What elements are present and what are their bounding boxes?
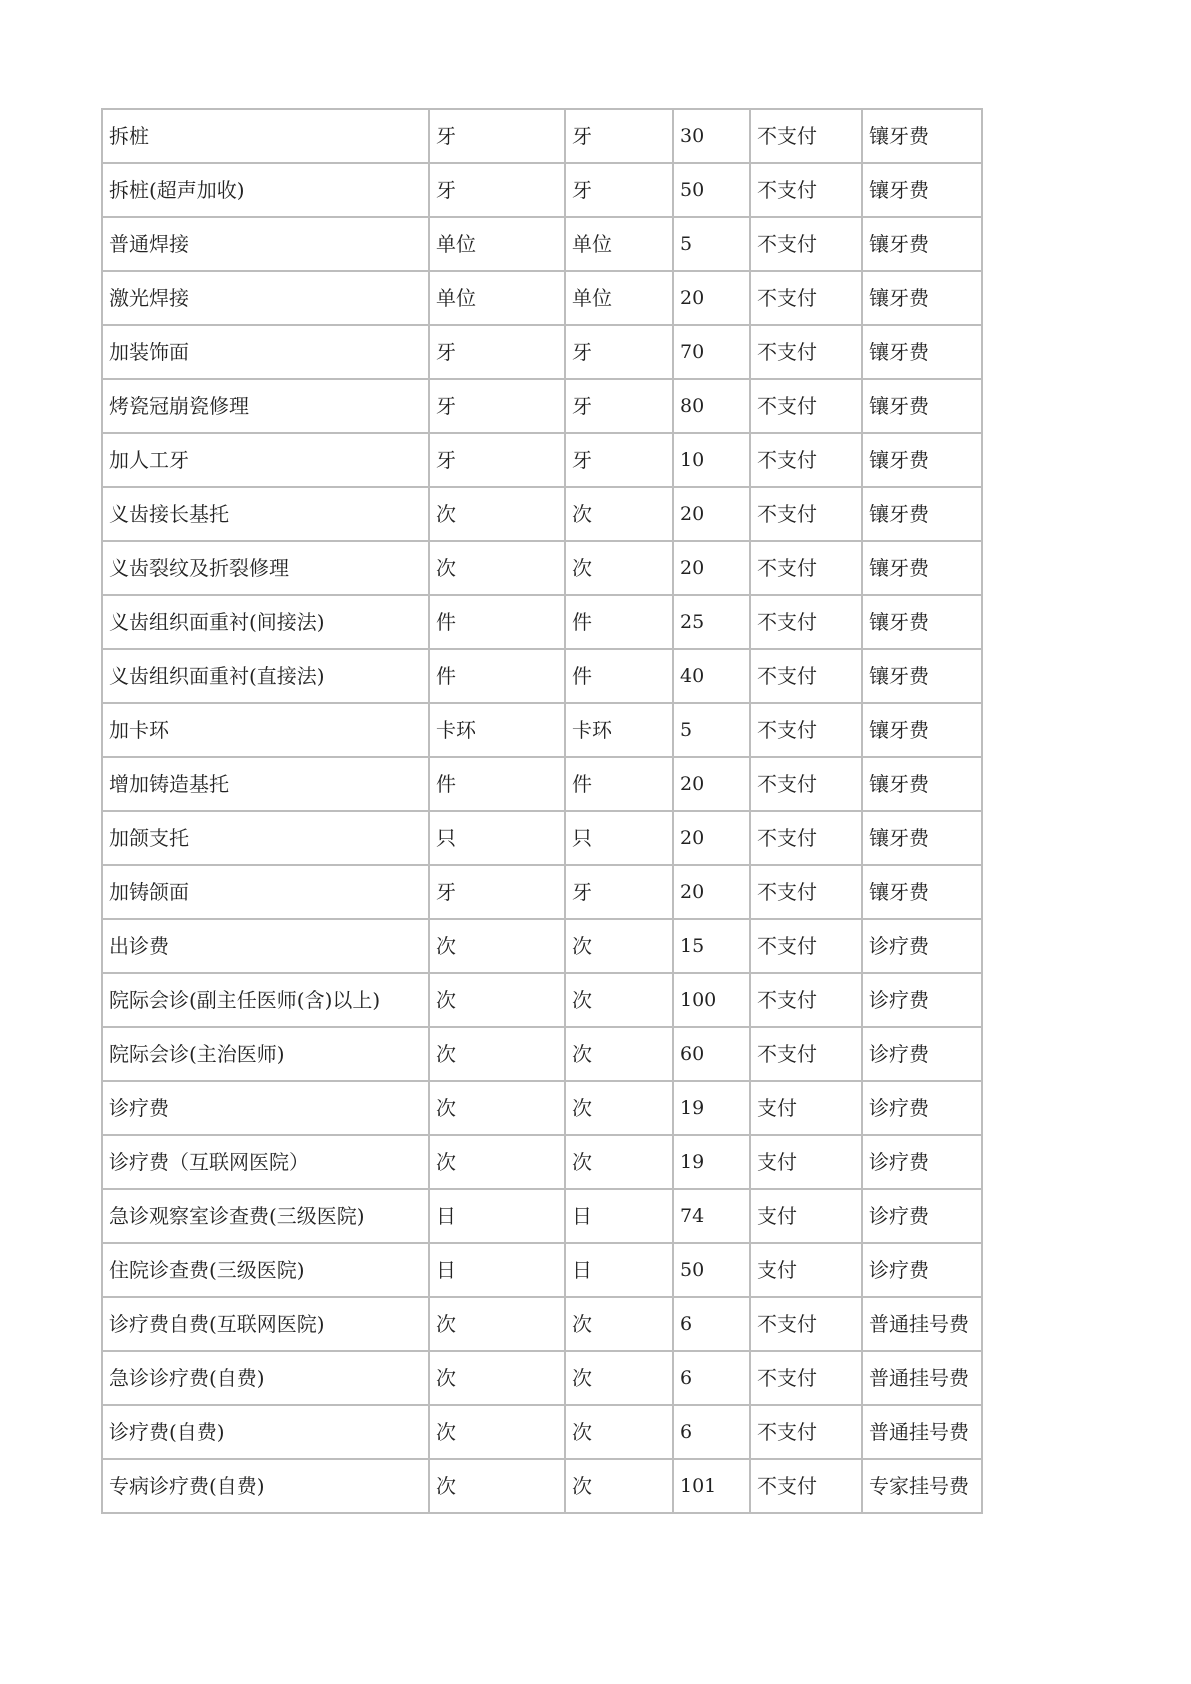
unit-cell: 牙 — [429, 433, 565, 487]
pricing-unit-cell: 次 — [565, 1297, 673, 1351]
payment-status-cell: 不支付 — [750, 865, 862, 919]
fee-category-cell: 镶牙费 — [862, 163, 982, 217]
price-cell: 5 — [673, 217, 750, 271]
fee-category-cell: 镶牙费 — [862, 649, 982, 703]
pricing-unit-cell: 次 — [565, 1459, 673, 1513]
payment-status-cell: 不支付 — [750, 973, 862, 1027]
unit-cell: 次 — [429, 1027, 565, 1081]
unit-cell: 牙 — [429, 379, 565, 433]
price-cell: 6 — [673, 1351, 750, 1405]
item-name-cell: 出诊费 — [102, 919, 429, 973]
fee-category-cell: 镶牙费 — [862, 541, 982, 595]
unit-cell: 次 — [429, 973, 565, 1027]
pricing-unit-cell: 次 — [565, 1135, 673, 1189]
table-row — [102, 541, 982, 595]
pricing-unit-cell: 次 — [565, 919, 673, 973]
pricing-unit-cell: 牙 — [565, 109, 673, 163]
pricing-unit-cell: 牙 — [565, 379, 673, 433]
fee-category-cell: 普通挂号费 — [862, 1297, 982, 1351]
unit-cell: 次 — [429, 1135, 565, 1189]
unit-cell: 次 — [429, 919, 565, 973]
pricing-unit-cell: 牙 — [565, 433, 673, 487]
fee-category-cell: 镶牙费 — [862, 109, 982, 163]
fee-category-cell: 镶牙费 — [862, 757, 982, 811]
price-cell: 50 — [673, 1243, 750, 1297]
payment-status-cell: 支付 — [750, 1189, 862, 1243]
pricing-unit-cell: 次 — [565, 1027, 673, 1081]
price-cell: 20 — [673, 757, 750, 811]
table-row — [102, 973, 982, 1027]
unit-cell: 次 — [429, 1297, 565, 1351]
table-row — [102, 325, 982, 379]
price-cell: 101 — [673, 1459, 750, 1513]
table-row — [102, 1027, 982, 1081]
pricing-unit-cell: 牙 — [565, 865, 673, 919]
table-row — [102, 919, 982, 973]
pricing-unit-cell: 单位 — [565, 217, 673, 271]
payment-status-cell: 不支付 — [750, 379, 862, 433]
pricing-unit-cell: 次 — [565, 541, 673, 595]
fee-category-cell: 镶牙费 — [862, 271, 982, 325]
fee-table — [101, 108, 983, 1514]
fee-category-cell: 诊疗费 — [862, 973, 982, 1027]
unit-cell: 日 — [429, 1189, 565, 1243]
table-row — [102, 271, 982, 325]
item-name-cell: 加铸颌面 — [102, 865, 429, 919]
pricing-unit-cell: 件 — [565, 649, 673, 703]
fee-category-cell: 普通挂号费 — [862, 1405, 982, 1459]
price-cell: 20 — [673, 487, 750, 541]
unit-cell: 只 — [429, 811, 565, 865]
fee-category-cell: 镶牙费 — [862, 811, 982, 865]
fee-category-cell: 专家挂号费 — [862, 1459, 982, 1513]
price-cell: 6 — [673, 1297, 750, 1351]
item-name-cell: 义齿组织面重衬(直接法) — [102, 649, 429, 703]
item-name-cell: 专病诊疗费(自费) — [102, 1459, 429, 1513]
table-row — [102, 595, 982, 649]
table-row — [102, 865, 982, 919]
fee-category-cell: 镶牙费 — [862, 487, 982, 541]
table-row — [102, 1405, 982, 1459]
unit-cell: 件 — [429, 757, 565, 811]
table-row — [102, 1351, 982, 1405]
price-cell: 20 — [673, 541, 750, 595]
table-row — [102, 703, 982, 757]
price-cell: 19 — [673, 1135, 750, 1189]
item-name-cell: 诊疗费 — [102, 1081, 429, 1135]
payment-status-cell: 支付 — [750, 1081, 862, 1135]
unit-cell: 次 — [429, 1459, 565, 1513]
price-cell: 5 — [673, 703, 750, 757]
item-name-cell: 拆桩 — [102, 109, 429, 163]
payment-status-cell: 不支付 — [750, 1351, 862, 1405]
unit-cell: 卡环 — [429, 703, 565, 757]
table-row — [102, 757, 982, 811]
pricing-unit-cell: 件 — [565, 595, 673, 649]
price-cell: 20 — [673, 271, 750, 325]
pricing-unit-cell: 牙 — [565, 325, 673, 379]
fee-category-cell: 镶牙费 — [862, 595, 982, 649]
item-name-cell: 加人工牙 — [102, 433, 429, 487]
price-cell: 10 — [673, 433, 750, 487]
item-name-cell: 烤瓷冠崩瓷修理 — [102, 379, 429, 433]
price-cell: 15 — [673, 919, 750, 973]
table-row — [102, 1135, 982, 1189]
table-row — [102, 1243, 982, 1297]
fee-category-cell: 诊疗费 — [862, 919, 982, 973]
pricing-unit-cell: 次 — [565, 973, 673, 1027]
pricing-unit-cell: 牙 — [565, 163, 673, 217]
fee-category-cell: 诊疗费 — [862, 1243, 982, 1297]
item-name-cell: 院际会诊(主治医师) — [102, 1027, 429, 1081]
payment-status-cell: 不支付 — [750, 433, 862, 487]
fee-category-cell: 镶牙费 — [862, 325, 982, 379]
item-name-cell: 义齿裂纹及折裂修理 — [102, 541, 429, 595]
fee-category-cell: 镶牙费 — [862, 865, 982, 919]
payment-status-cell: 不支付 — [750, 487, 862, 541]
item-name-cell: 加卡环 — [102, 703, 429, 757]
item-name-cell: 急诊诊疗费(自费) — [102, 1351, 429, 1405]
payment-status-cell: 不支付 — [750, 919, 862, 973]
pricing-unit-cell: 日 — [565, 1243, 673, 1297]
table-row — [102, 811, 982, 865]
payment-status-cell: 不支付 — [750, 541, 862, 595]
payment-status-cell: 不支付 — [750, 1405, 862, 1459]
item-name-cell: 加颌支托 — [102, 811, 429, 865]
pricing-unit-cell: 次 — [565, 487, 673, 541]
unit-cell: 件 — [429, 649, 565, 703]
price-cell: 74 — [673, 1189, 750, 1243]
fee-category-cell: 镶牙费 — [862, 433, 982, 487]
unit-cell: 次 — [429, 1405, 565, 1459]
unit-cell: 次 — [429, 541, 565, 595]
unit-cell: 次 — [429, 487, 565, 541]
price-cell: 20 — [673, 865, 750, 919]
payment-status-cell: 不支付 — [750, 163, 862, 217]
price-cell: 20 — [673, 811, 750, 865]
fee-category-cell: 诊疗费 — [862, 1081, 982, 1135]
fee-category-cell: 诊疗费 — [862, 1189, 982, 1243]
price-cell: 25 — [673, 595, 750, 649]
table-row — [102, 487, 982, 541]
pricing-unit-cell: 只 — [565, 811, 673, 865]
payment-status-cell: 不支付 — [750, 649, 862, 703]
unit-cell: 牙 — [429, 325, 565, 379]
payment-status-cell: 不支付 — [750, 757, 862, 811]
pricing-unit-cell: 卡环 — [565, 703, 673, 757]
pricing-unit-cell: 单位 — [565, 271, 673, 325]
pricing-unit-cell: 次 — [565, 1081, 673, 1135]
fee-category-cell: 镶牙费 — [862, 703, 982, 757]
item-name-cell: 激光焊接 — [102, 271, 429, 325]
pricing-unit-cell: 次 — [565, 1351, 673, 1405]
price-cell: 80 — [673, 379, 750, 433]
table-row — [102, 649, 982, 703]
payment-status-cell: 不支付 — [750, 1027, 862, 1081]
item-name-cell: 急诊观察室诊查费(三级医院) — [102, 1189, 429, 1243]
payment-status-cell: 不支付 — [750, 811, 862, 865]
payment-status-cell: 不支付 — [750, 325, 862, 379]
unit-cell: 牙 — [429, 109, 565, 163]
price-cell: 6 — [673, 1405, 750, 1459]
item-name-cell: 诊疗费自费(互联网医院) — [102, 1297, 429, 1351]
item-name-cell: 诊疗费（互联网医院） — [102, 1135, 429, 1189]
table-row — [102, 379, 982, 433]
unit-cell: 次 — [429, 1351, 565, 1405]
table-row — [102, 1189, 982, 1243]
fee-category-cell: 诊疗费 — [862, 1135, 982, 1189]
item-name-cell: 义齿接长基托 — [102, 487, 429, 541]
payment-status-cell: 支付 — [750, 1135, 862, 1189]
fee-category-cell: 镶牙费 — [862, 217, 982, 271]
pricing-unit-cell: 件 — [565, 757, 673, 811]
fee-category-cell: 镶牙费 — [862, 379, 982, 433]
price-cell: 19 — [673, 1081, 750, 1135]
item-name-cell: 诊疗费(自费) — [102, 1405, 429, 1459]
unit-cell: 单位 — [429, 271, 565, 325]
table-row — [102, 1081, 982, 1135]
item-name-cell: 住院诊查费(三级医院) — [102, 1243, 429, 1297]
item-name-cell: 加装饰面 — [102, 325, 429, 379]
price-cell: 100 — [673, 973, 750, 1027]
table-row — [102, 109, 982, 163]
table-row — [102, 433, 982, 487]
price-cell: 50 — [673, 163, 750, 217]
pricing-unit-cell: 日 — [565, 1189, 673, 1243]
pricing-unit-cell: 次 — [565, 1405, 673, 1459]
item-name-cell: 院际会诊(副主任医师(含)以上) — [102, 973, 429, 1027]
item-name-cell: 拆桩(超声加收) — [102, 163, 429, 217]
price-cell: 60 — [673, 1027, 750, 1081]
payment-status-cell: 不支付 — [750, 1297, 862, 1351]
item-name-cell: 义齿组织面重衬(间接法) — [102, 595, 429, 649]
payment-status-cell: 不支付 — [750, 703, 862, 757]
unit-cell: 件 — [429, 595, 565, 649]
unit-cell: 次 — [429, 1081, 565, 1135]
price-cell: 30 — [673, 109, 750, 163]
payment-status-cell: 不支付 — [750, 109, 862, 163]
table-row — [102, 163, 982, 217]
price-cell: 70 — [673, 325, 750, 379]
payment-status-cell: 不支付 — [750, 1459, 862, 1513]
fee-table-body — [102, 109, 982, 1513]
item-name-cell: 增加铸造基托 — [102, 757, 429, 811]
item-name-cell: 普通焊接 — [102, 217, 429, 271]
unit-cell: 牙 — [429, 865, 565, 919]
price-cell: 40 — [673, 649, 750, 703]
unit-cell: 牙 — [429, 163, 565, 217]
table-row — [102, 217, 982, 271]
table-row — [102, 1459, 982, 1513]
fee-category-cell: 诊疗费 — [862, 1027, 982, 1081]
payment-status-cell: 不支付 — [750, 271, 862, 325]
fee-category-cell: 普通挂号费 — [862, 1351, 982, 1405]
payment-status-cell: 不支付 — [750, 595, 862, 649]
table-row — [102, 1297, 982, 1351]
payment-status-cell: 不支付 — [750, 217, 862, 271]
payment-status-cell: 支付 — [750, 1243, 862, 1297]
unit-cell: 日 — [429, 1243, 565, 1297]
unit-cell: 单位 — [429, 217, 565, 271]
